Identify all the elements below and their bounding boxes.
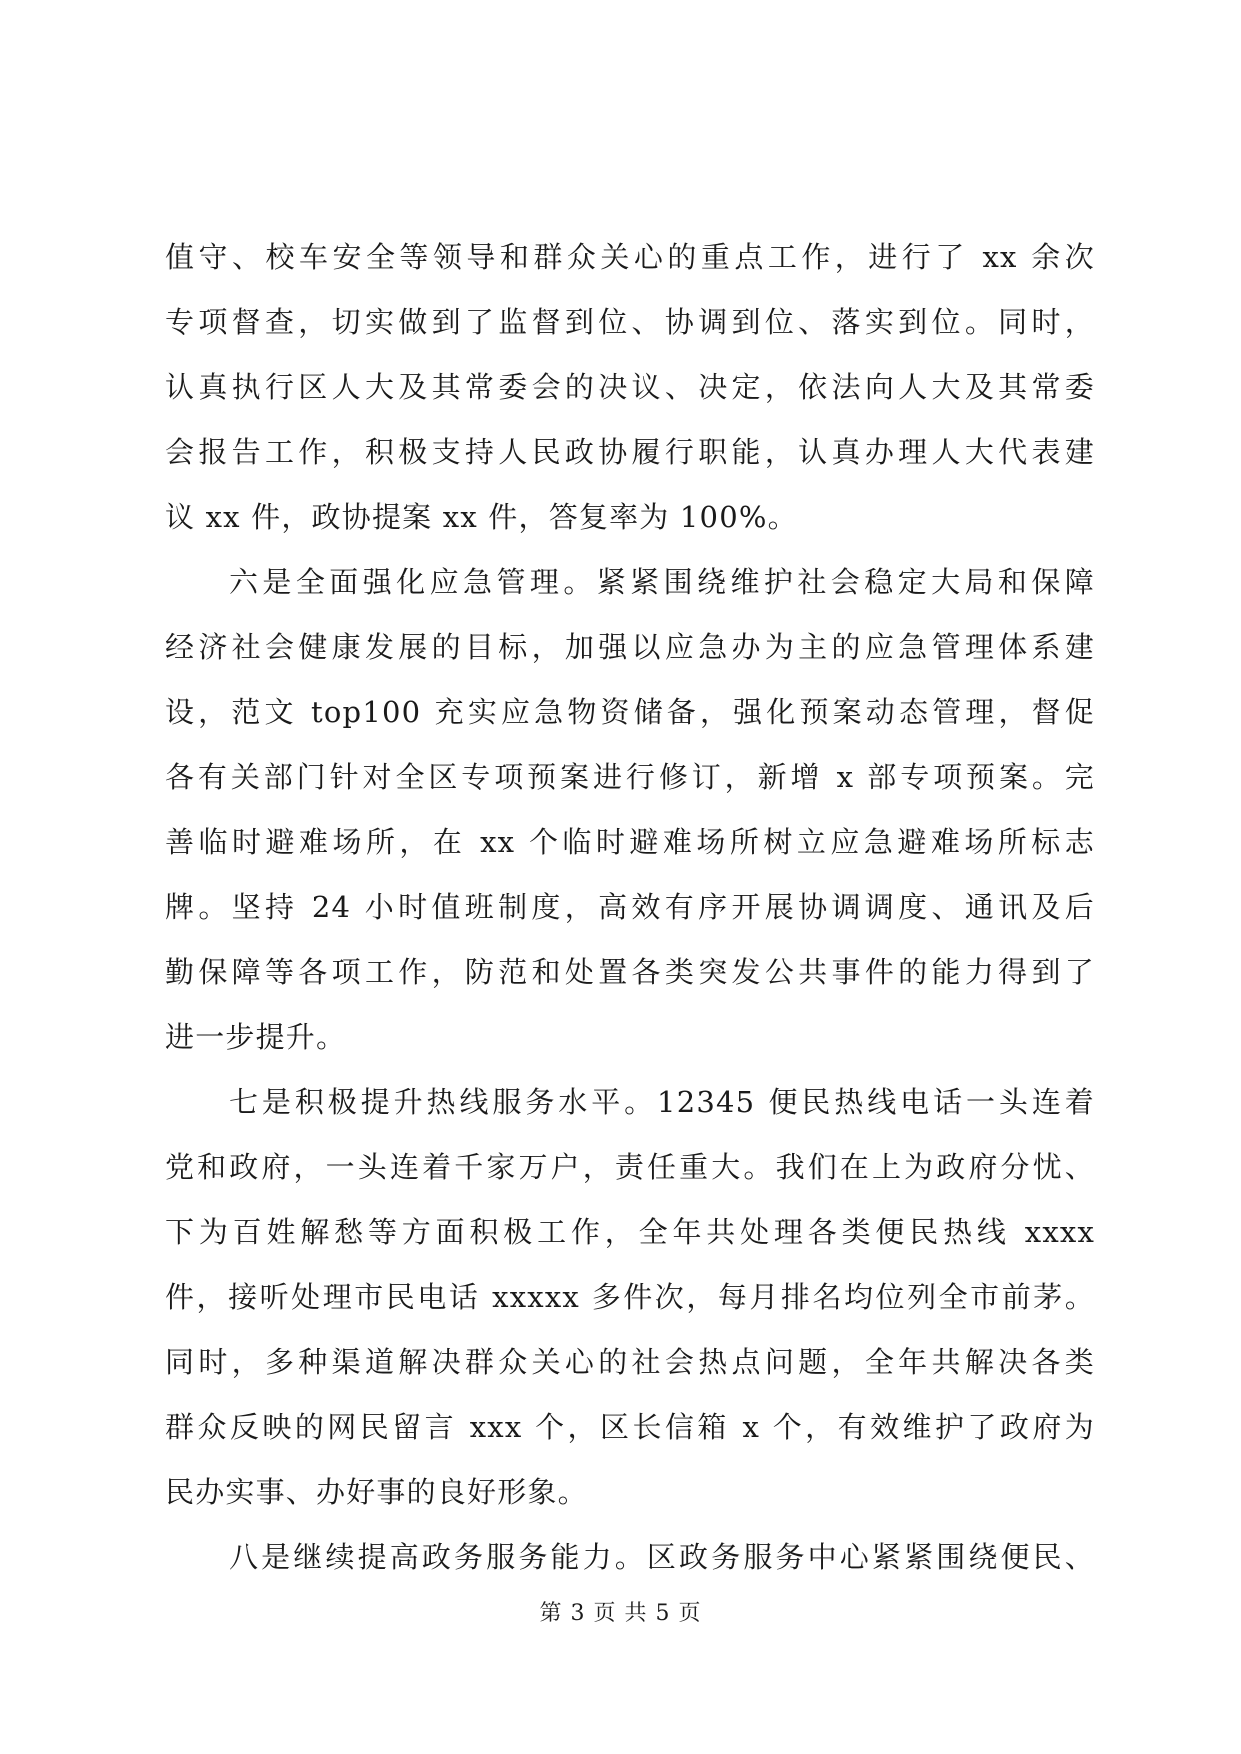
text-line: 专项督查，切实做到了监督到位、协调到位、落实到位。同时， bbox=[165, 305, 1095, 339]
text-line: 值守、校车安全等领导和群众关心的重点工作，进行了 xx 余次 bbox=[165, 240, 1095, 274]
paragraph-first-line: 六是全面强化应急管理。紧紧围绕维护社会稳定大局和保障 bbox=[229, 565, 1095, 599]
page-footer: 第 3 页 共 5 页 bbox=[539, 1601, 702, 1626]
text-line: 件，接听处理市民电话 xxxxx 多件次，每月排名均位列全市前茅。 bbox=[165, 1280, 1095, 1314]
text-line: 党和政府，一头连着千家万户，责任重大。我们在上为政府分忧、 bbox=[165, 1150, 1095, 1184]
text-line: 下为百姓解愁等方面积极工作，全年共处理各类便民热线 xxxx bbox=[165, 1215, 1095, 1249]
text-line: 勤保障等各项工作，防范和处置各类突发公共事件的能力得到了 bbox=[165, 955, 1095, 989]
text-line: 认真执行区人大及其常委会的决议、决定，依法向人大及其常委 bbox=[165, 370, 1095, 404]
text-line: 设，范文 top100 充实应急物资储备，强化预案动态管理，督促 bbox=[165, 695, 1095, 729]
text-line: 进一步提升。 bbox=[165, 1020, 347, 1054]
text-line: 群众反映的网民留言 xxx 个，区长信箱 x 个，有效维护了政府为 bbox=[165, 1410, 1095, 1444]
body-text bbox=[165, 225, 1095, 1590]
text-line: 会报告工作，积极支持人民政协履行职能，认真办理人大代表建 bbox=[165, 435, 1095, 469]
paragraph-first-line: 八是继续提高政务服务能力。区政务服务中心紧紧围绕便民、 bbox=[229, 1540, 1095, 1574]
text-line: 民办实事、办好事的良好形象。 bbox=[165, 1475, 588, 1509]
text-line: 各有关部门针对全区专项预案进行修订，新增 x 部专项预案。完 bbox=[165, 760, 1095, 794]
text-line: 同时，多种渠道解决群众关心的社会热点问题，全年共解决各类 bbox=[165, 1345, 1095, 1379]
paragraph-first-line: 七是积极提升热线服务水平。12345 便民热线电话一头连着 bbox=[229, 1085, 1095, 1119]
text-line: 牌。坚持 24 小时值班制度，高效有序开展协调调度、通讯及后 bbox=[165, 890, 1095, 924]
text-line: 善临时避难场所，在 xx 个临时避难场所树立应急避难场所标志 bbox=[165, 825, 1095, 859]
text-line: 议 xx 件，政协提案 xx 件，答复率为 100%。 bbox=[165, 500, 798, 534]
text-line: 经济社会健康发展的目标，加强以应急办为主的应急管理体系建 bbox=[165, 630, 1095, 664]
